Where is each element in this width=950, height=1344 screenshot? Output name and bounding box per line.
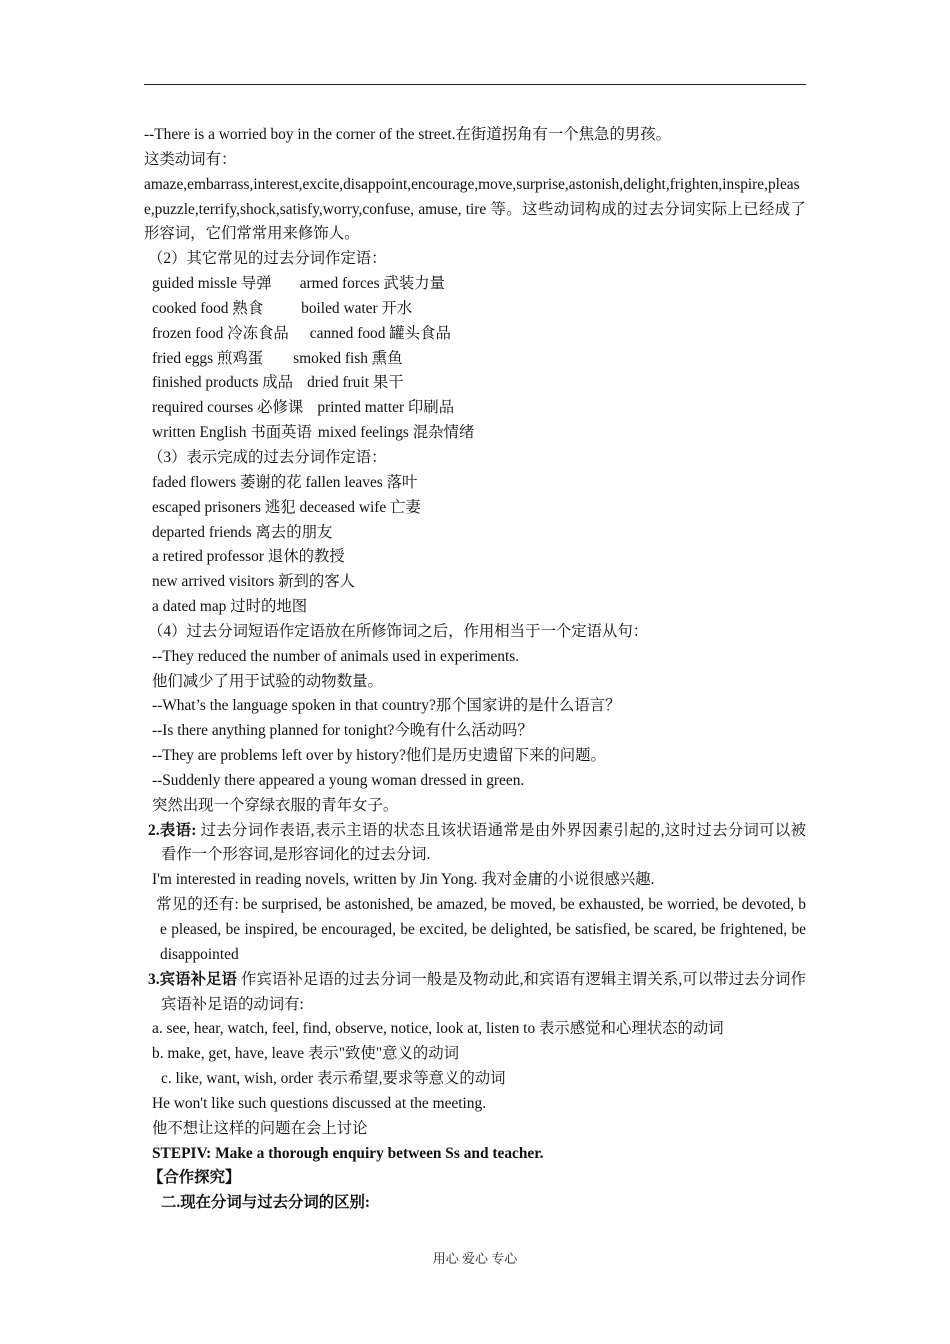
section-heading: （2）其它常见的过去分词作定语：: [148, 250, 387, 268]
phrase-row: [144, 297, 806, 322]
example-sentence: --Suddenly there appeared a young woman dressed in green.: [152, 771, 525, 789]
example-translation: 突然出现一个穿绿衣服的青年女子。: [152, 796, 399, 814]
phrase-item: mixed feelings 混杂情绪: [317, 424, 475, 442]
phrase-row: a dated map 过时的地图: [152, 598, 308, 616]
phrase-row: [144, 347, 806, 372]
cooperation-heading-text: 【合作探究】: [148, 1169, 241, 1187]
section-label: 2.表语:: [148, 821, 197, 839]
example-sentence: --Is there anything planned for tonight?今晚有什么活动吗？: [152, 722, 533, 740]
list-item: c. like, want, wish, order 表示希望,要求等意义的动词: [161, 1070, 506, 1088]
section-text: 作宾语补足语的过去分词一般是及物动此,和宾语有逻辑主谓关系,可以带过去分词作宾语补足语的动词有:: [161, 970, 806, 1013]
phrase-item: required courses 必修课: [152, 399, 304, 417]
example-sentence: I'm interested in reading novels, written by Jin Yong. 我对金庸的小说很感兴趣.: [152, 871, 655, 889]
step-heading: [144, 1142, 806, 1167]
phrase-row: escaped prisoners 逃犯 deceased wife 亡妻: [152, 498, 421, 516]
phrase-row: faded flowers 萎谢的花 fallen leaves 落叶: [152, 473, 418, 491]
phrase-item: fried eggs 煎鸡蛋: [152, 349, 264, 367]
phrase-item: smoked fish 熏鱼: [293, 349, 403, 367]
phrase-item: guided missle 导弹: [152, 275, 272, 293]
list-item: b. make, get, have, leave 表示"致使"意义的动词: [152, 1045, 460, 1063]
paragraph-text: 这类动词有：: [144, 150, 237, 168]
example-sentence: --What’s the language spoken in that country?那个国家讲的是什么语言？: [152, 697, 621, 715]
phrase-row: [144, 421, 806, 446]
example-sentence: --There is a worried boy in the corner of the street.在街道拐角有一个焦急的男孩。: [144, 126, 672, 143]
phrase-item: armed forces 武装力量: [299, 275, 446, 293]
section-heading: （3）表示完成的过去分词作定语：: [148, 448, 387, 466]
step-heading-text: STEPIV: Make a thorough enquiry between Ss and teacher.: [152, 1144, 544, 1162]
common-usage-paragraph: 常见的还有: be surprised, be astonished, be amazed, be moved, be exhausted, be worried, be devoted, be pleased, be inspired, be encouraged, be excited, be delighted, be satisfied, be scared, be frightened, be disappointed: [156, 896, 806, 963]
phrase-item: finished products 成品: [152, 374, 294, 392]
phrase-item: cooked food 熟食: [152, 299, 264, 317]
phrase-item: boiled water 开水: [301, 299, 413, 317]
cooperation-heading: [144, 1166, 806, 1191]
phrase-item: canned food 罐头食品: [309, 324, 451, 342]
phrase-item: frozen food 冷冻食品: [152, 324, 289, 342]
document-body: [144, 123, 806, 1216]
header-rule: [144, 84, 806, 85]
phrase-item: dried fruit 果干: [307, 374, 404, 392]
section-label: 3.宾语补足语: [148, 970, 238, 988]
phrase-row: [144, 272, 806, 297]
phrase-row: [144, 322, 806, 347]
section-heading: （4）过去分词短语作定语放在所修饰词之后，作用相当于一个定语从句：: [148, 622, 649, 640]
complement-section: [144, 968, 806, 1018]
verb-list-paragraph: amaze,embarrass,interest,excite,disappoint,encourage,move,surprise,astonish,delight,frighten,inspire,please,puzzle,terrify,shock,satisfy,worry,confuse, amuse, tire 等。这些动词构成的过去分词实际上已经成了形容词，它们常常用来修饰人。: [144, 175, 806, 243]
phrase-item: written English 书面英语: [152, 424, 312, 442]
subsection-heading: [144, 1191, 806, 1216]
predicative-section: [144, 819, 806, 869]
phrase-row: new arrived visitors 新到的客人: [152, 573, 356, 591]
phrase-row: a retired professor 退休的教授: [152, 548, 345, 566]
phrase-item: printed matter 印刷品: [317, 399, 455, 417]
subsection-heading-text: 二.现在分词与过去分词的区别:: [161, 1194, 371, 1212]
phrase-row: [144, 371, 806, 396]
example-sentence: --They reduced the number of animals used in experiments.: [152, 647, 520, 665]
phrase-row: [144, 396, 806, 421]
section-text: 过去分词作表语,表示主语的状态且该状语通常是由外界因素引起的,这时过去分词可以被看作一个形容词,是形容词化的过去分词.: [161, 821, 806, 864]
page-footer: 用心 爱心 专心: [432, 1251, 518, 1266]
example-translation: 他们减少了用于试验的动物数量。: [152, 672, 383, 690]
list-item: a. see, hear, watch, feel, find, observe, notice, look at, listen to 表示感觉和心理状态的动词: [152, 1020, 724, 1038]
example-translation: 他不想让这样的问题在会上讨论: [152, 1119, 368, 1137]
example-sentence: He won't like such questions discussed at the meeting.: [152, 1094, 487, 1112]
phrase-row: departed friends 离去的朋友: [152, 523, 333, 541]
example-sentence: --They are problems left over by history?他们是历史遗留下来的问题。: [152, 747, 606, 765]
